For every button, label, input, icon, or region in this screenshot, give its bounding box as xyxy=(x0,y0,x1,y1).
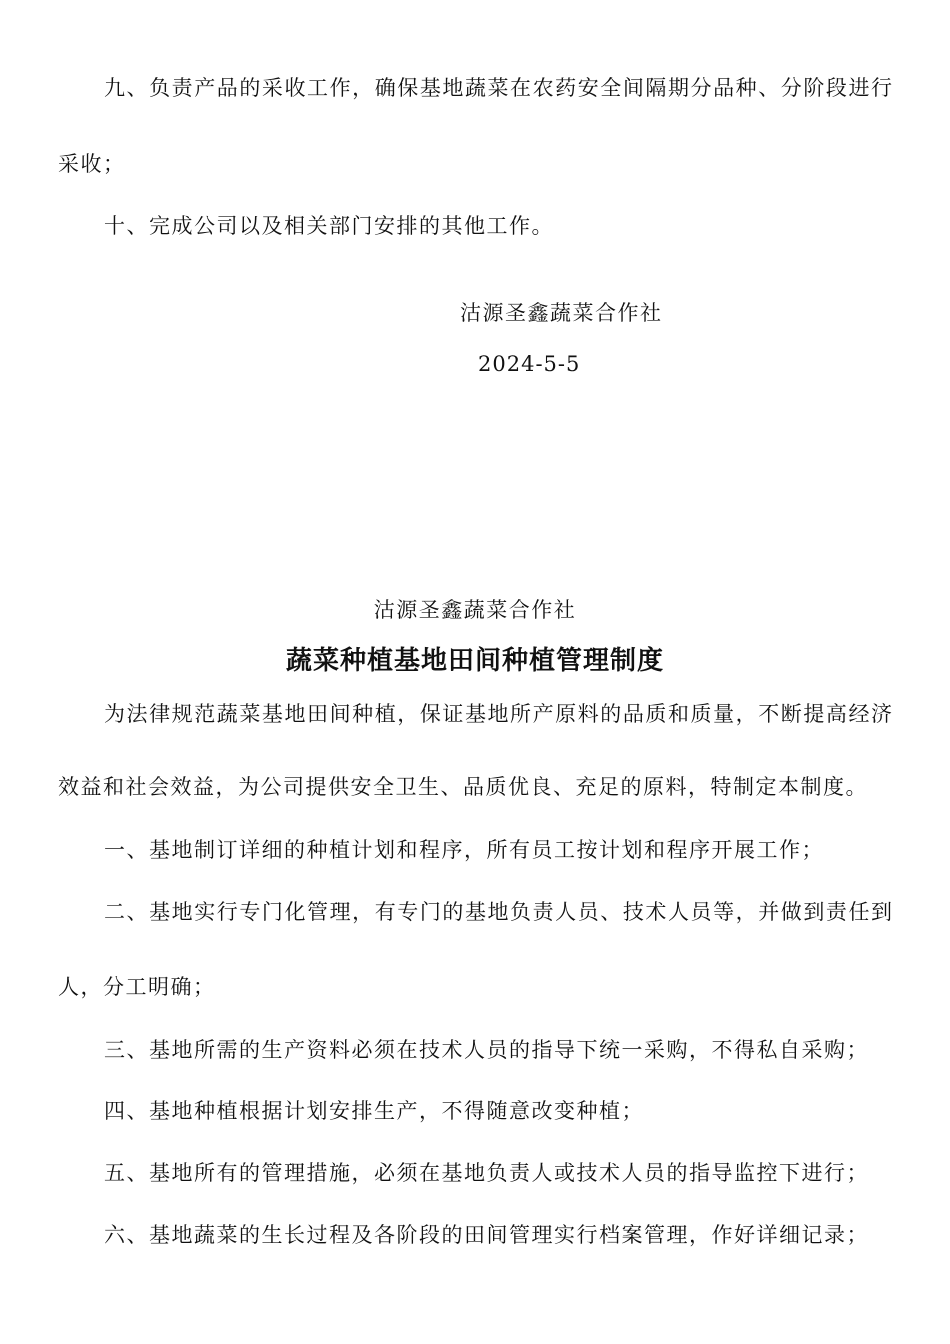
rule-item-5: 五、基地所有的管理措施，必须在基地负责人或技术人员的指导监控下进行； xyxy=(104,1161,869,1185)
document-org-header: 沽源圣鑫蔬菜合作社 xyxy=(373,598,577,622)
item-10: 十、完成公司以及相关部门安排的其他工作。 xyxy=(104,214,554,238)
document-title: 蔬菜种植基地田间种植管理制度 xyxy=(285,646,664,676)
item-9-line-2: 采收； xyxy=(58,152,126,176)
item-9-line-1: 九、负责产品的采收工作，确保基地蔬菜在农药安全间隔期分品种、分阶段进行 xyxy=(104,76,892,100)
rule-item-6: 六、基地蔬菜的生长过程及各阶段的田间管理实行档案管理，作好详细记录； xyxy=(104,1223,869,1247)
rule-item-2-line-2: 人，分工明确； xyxy=(58,975,216,999)
signature-org: 沽源圣鑫蔬菜合作社 xyxy=(460,301,663,325)
rule-item-3: 三、基地所需的生产资料必须在技术人员的指导下统一采购，不得私自采购； xyxy=(104,1038,869,1062)
rule-item-1: 一、基地制订详细的种植计划和程序，所有员工按计划和程序开展工作； xyxy=(104,838,824,862)
signature-date: 2024-5-5 xyxy=(478,352,581,376)
intro-line-2: 效益和社会效益，为公司提供安全卫生、品质优良、充足的原料，特制定本制度。 xyxy=(58,775,868,799)
rule-item-4: 四、基地种植根据计划安排生产，不得随意改变种植； xyxy=(104,1099,644,1123)
intro-line-1: 为法律规范蔬菜基地田间种植，保证基地所产原料的品质和质量，不断提高经济 xyxy=(104,702,892,726)
rule-item-2-line-1: 二、基地实行专门化管理，有专门的基地负责人员、技术人员等，并做到责任到 xyxy=(104,900,892,924)
